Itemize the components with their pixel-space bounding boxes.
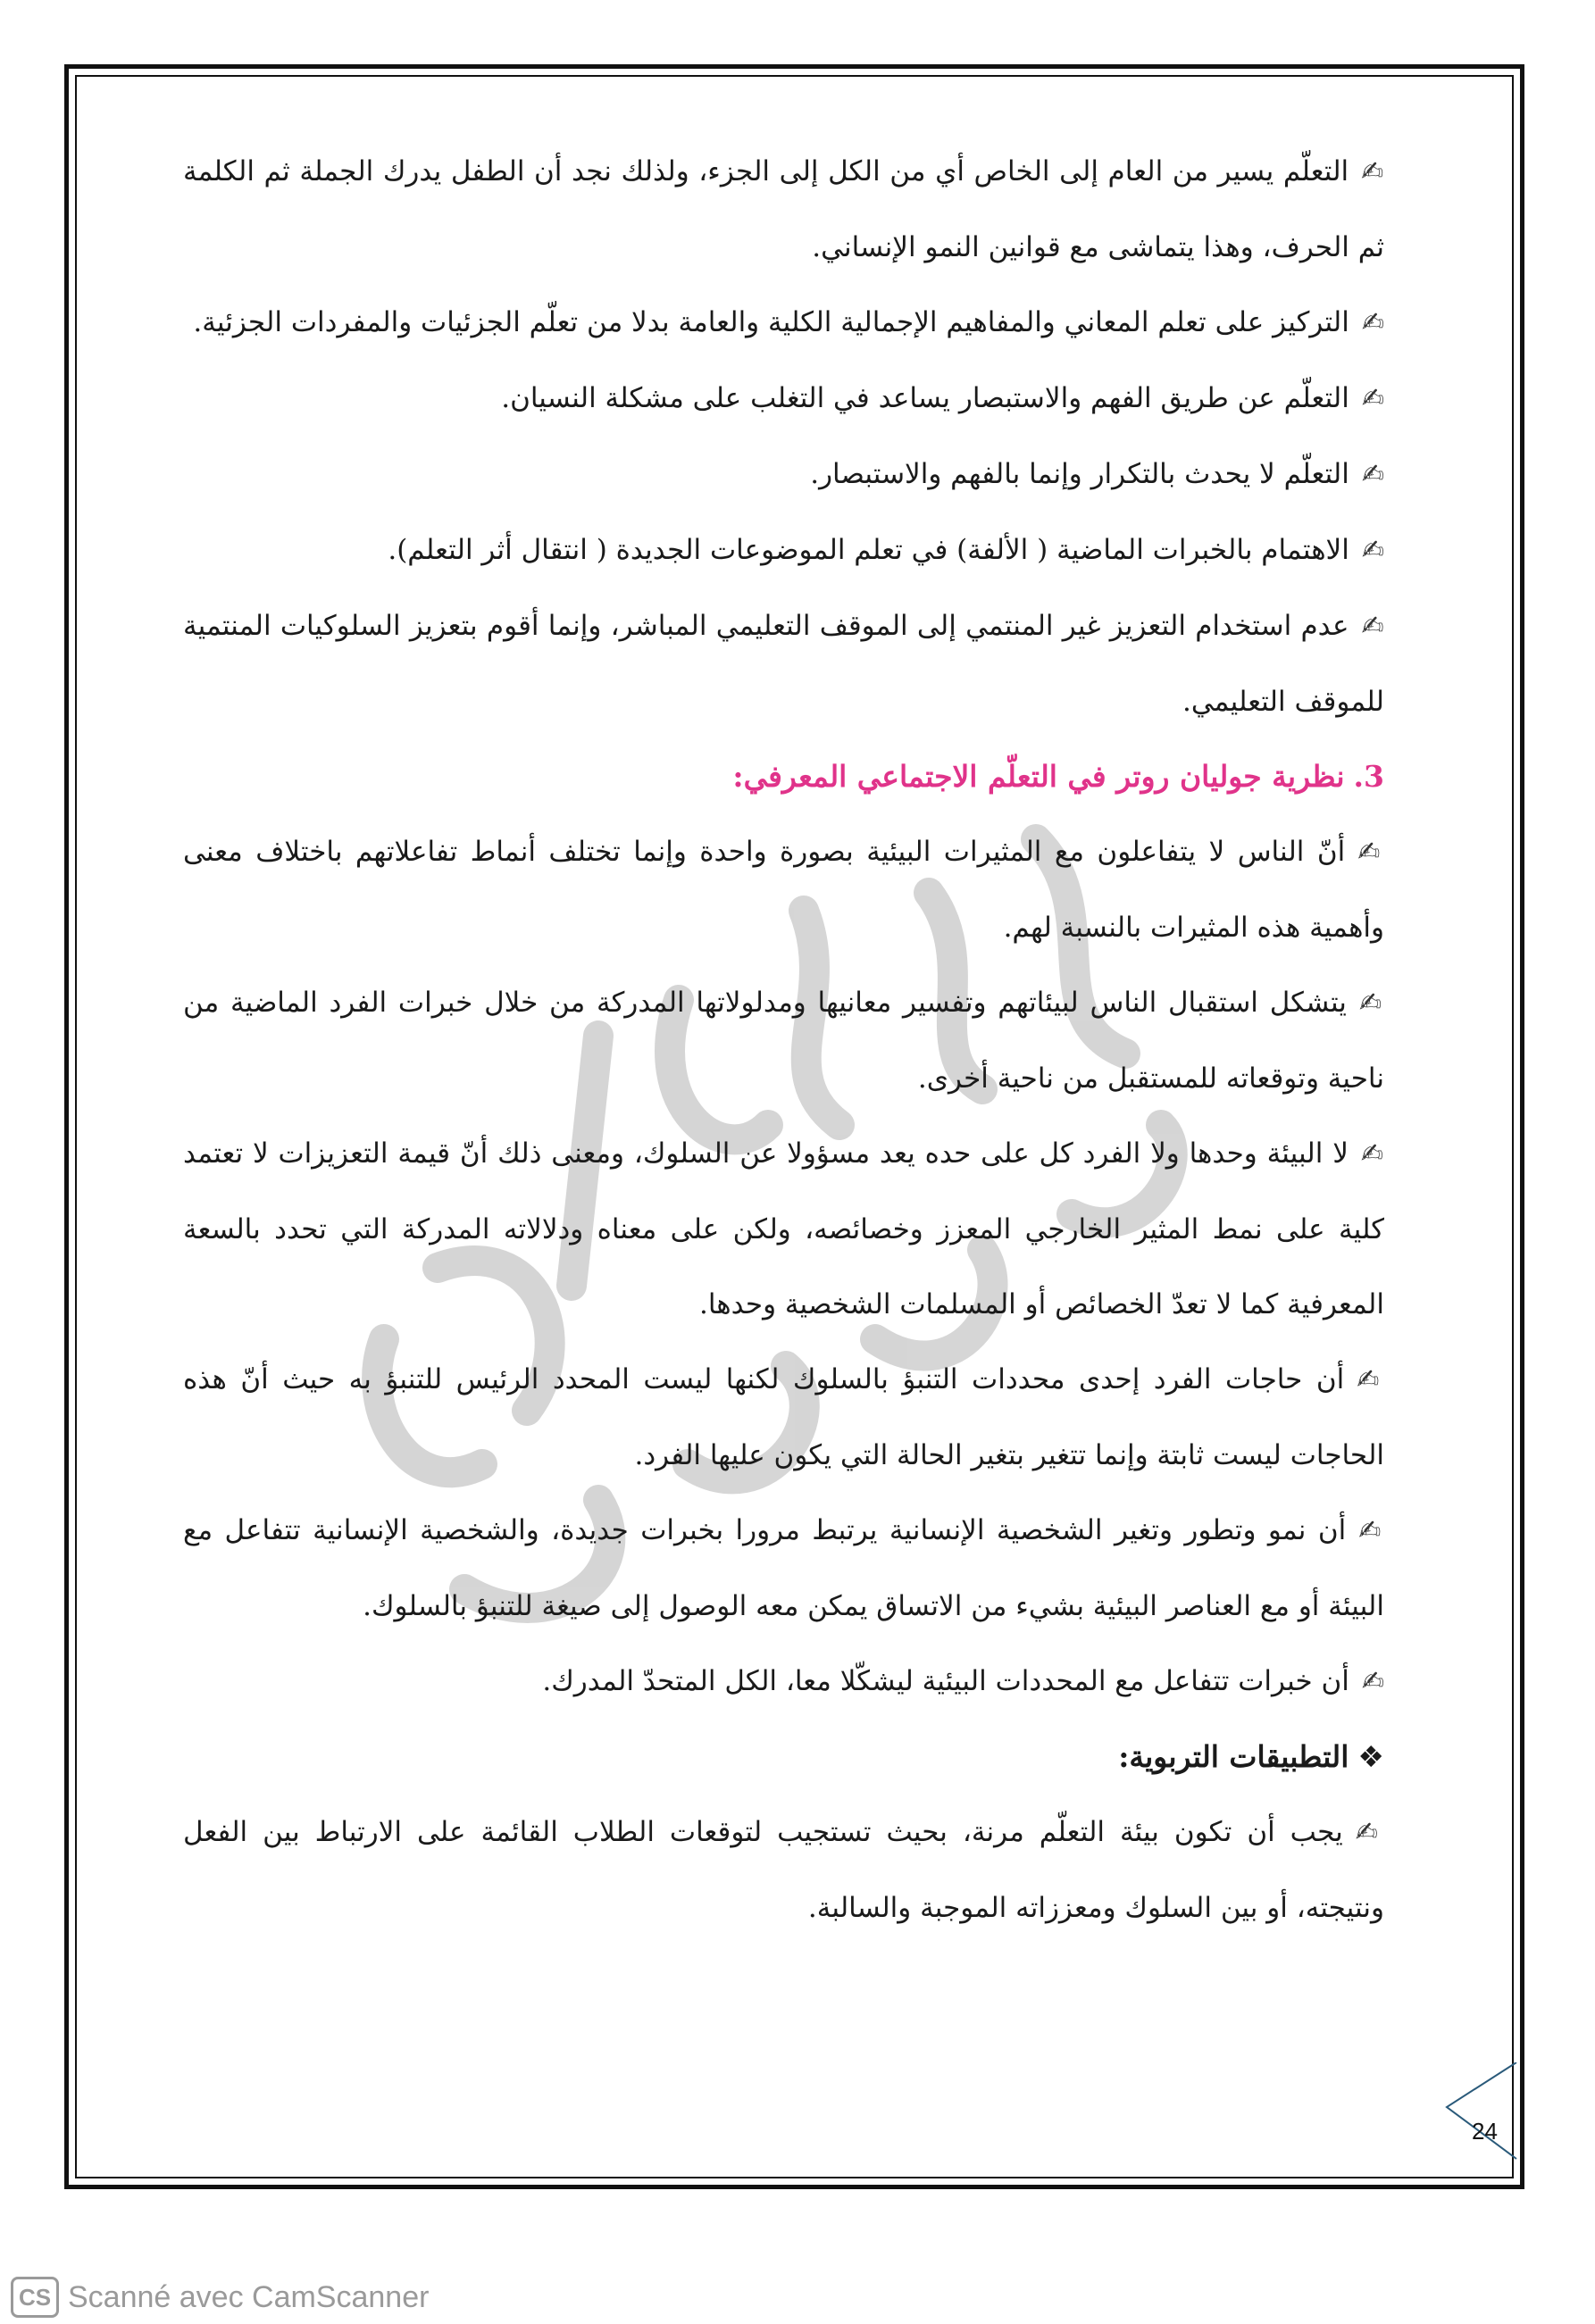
list-item: ✍لا البيئة وحدها ولا الفرد كل على حده يعد مسؤولا عن السلوك، ومعنى ذلك أنّ قيمة التعزيزات لا تعتمد كلية على نمط المثير الخارجي المعزز وخصائصه، ولكن على معناه ودلالاته المدركة التي تحدد بالسعة المعرفية كما لا تعدّ الخصائص أو المسلمات الشخصية وحدها.	[183, 1137, 1384, 1320]
pen-icon: ✍	[1361, 383, 1384, 414]
list-item: ✍التعلّم عن طريق الفهم والاستبصار يساعد في التغلب على مشكلة النسيان.	[501, 382, 1384, 414]
list-item: ✍يجب أن تكون بيئة التعلّم مرنة، بحيث تستجيب لتوقعات الطلاب القائمة على الارتباط بين الفعل ونتيجته، أو بين السلوك ومعززاته الموجبة والسالبة.	[183, 1816, 1384, 1924]
section-title: نظرية جوليان روتر في التعلّم الاجتماعي المعرفي:	[732, 759, 1345, 794]
pen-icon: ✍	[1357, 1364, 1384, 1395]
pen-icon: ✍	[1361, 1666, 1384, 1697]
bullet-list-section3	[183, 814, 1384, 1720]
pen-icon: ✍	[1357, 837, 1385, 868]
bullet-list-top	[183, 134, 1384, 739]
bullet-list-applications	[183, 1795, 1384, 1945]
list-item: ✍التعلّم يسير من العام إلى الخاص أي من الكل إلى الجزء، ولذلك نجد أن الطفل يدرك الجملة ثم الكلمة ثم الحرف، وهذا يتماشى مع قوانين النمو الإنساني.	[183, 155, 1384, 263]
page-number-diamond	[1420, 2062, 1518, 2161]
camscanner-footer	[11, 2275, 429, 2320]
pen-icon: ✍	[1355, 1817, 1384, 1848]
list-item: ✍أن حاجات الفرد إحدى محددات التنبؤ بالسلوك لكنها ليست المحدد الرئيس للتنبؤ به حيث أنّ هذه الحاجات ليست ثابتة وإنما تتغير بتغير الحالة التي يكون عليها الفرد.	[183, 1363, 1384, 1471]
list-item: ✍عدم استخدام التعزيز غير المنتمي إلى الموقف التعليمي المباشر، وإنما أقوم بتعزيز السلوكيات المنتمية للموقف التعليمي.	[183, 610, 1384, 718]
applications-heading	[183, 1720, 1384, 1795]
list-item: ✍يتشكل استقبال الناس لبيئاتهم وتفسير معانيها ومدلولاتها المدركة من خلال خبرات الفرد الماضية من ناحية وتوقعاته للمستقبل من ناحية أخرى.	[183, 987, 1384, 1095]
section-number: 3.	[1353, 759, 1384, 794]
pen-icon: ✍	[1361, 459, 1384, 490]
diamond-icon: ❖	[1357, 1739, 1384, 1774]
camscanner-text: Scanné avec CamScanner	[68, 2279, 430, 2314]
list-item: ✍الاهتمام بالخبرات الماضية ( الألفة) في تعلم الموضوعات الجديدة ( انتقال أثر التعلم).	[388, 534, 1384, 566]
pen-icon: ✍	[1361, 611, 1384, 642]
page-content	[183, 134, 1384, 1945]
pen-icon: ✍	[1360, 1138, 1384, 1170]
list-item: ✍أن نمو وتطور وتغير الشخصية الإنسانية يرتبط مرورا بخبرات جديدة، والشخصية الإنسانية تتفاعل مع البيئة أو مع العناصر البيئية بشيء من الاتساق يمكن معه الوصول إلى صيغة للتنبؤ بالسلوك.	[183, 1514, 1384, 1622]
page-number: 24	[1472, 2118, 1498, 2145]
pen-icon: ✍	[1361, 156, 1384, 187]
pen-icon: ✍	[1358, 987, 1384, 1019]
list-item: ✍التركيز على تعلم المعاني والمفاهيم الإجمالية الكلية والعامة بدلا من تعلّم الجزئيات والمفردات الجزئية.	[193, 306, 1384, 338]
pen-icon: ✍	[1358, 1515, 1384, 1546]
camscanner-logo: CS	[11, 2277, 59, 2318]
section-heading	[183, 739, 1384, 814]
list-item: ✍التعلّم لا يحدث بالتكرار وإنما بالفهم والاستبصار.	[810, 458, 1384, 490]
list-item: ✍أن خبرات تتفاعل مع المحددات البيئية ليشكّلا معا، الكل المتحدّ المدرك.	[542, 1665, 1384, 1697]
pen-icon: ✍	[1361, 535, 1384, 566]
pen-icon: ✍	[1361, 307, 1384, 338]
applications-title: التطبيقات التربوية:	[1118, 1739, 1349, 1774]
list-item: ✍أنّ الناس لا يتفاعلون مع المثيرات البيئية بصورة واحدة وإنما تختلف أنماط تفاعلاتهم باختلاف معنى وأهمية هذه المثيرات بالنسبة لهم.	[183, 836, 1385, 944]
